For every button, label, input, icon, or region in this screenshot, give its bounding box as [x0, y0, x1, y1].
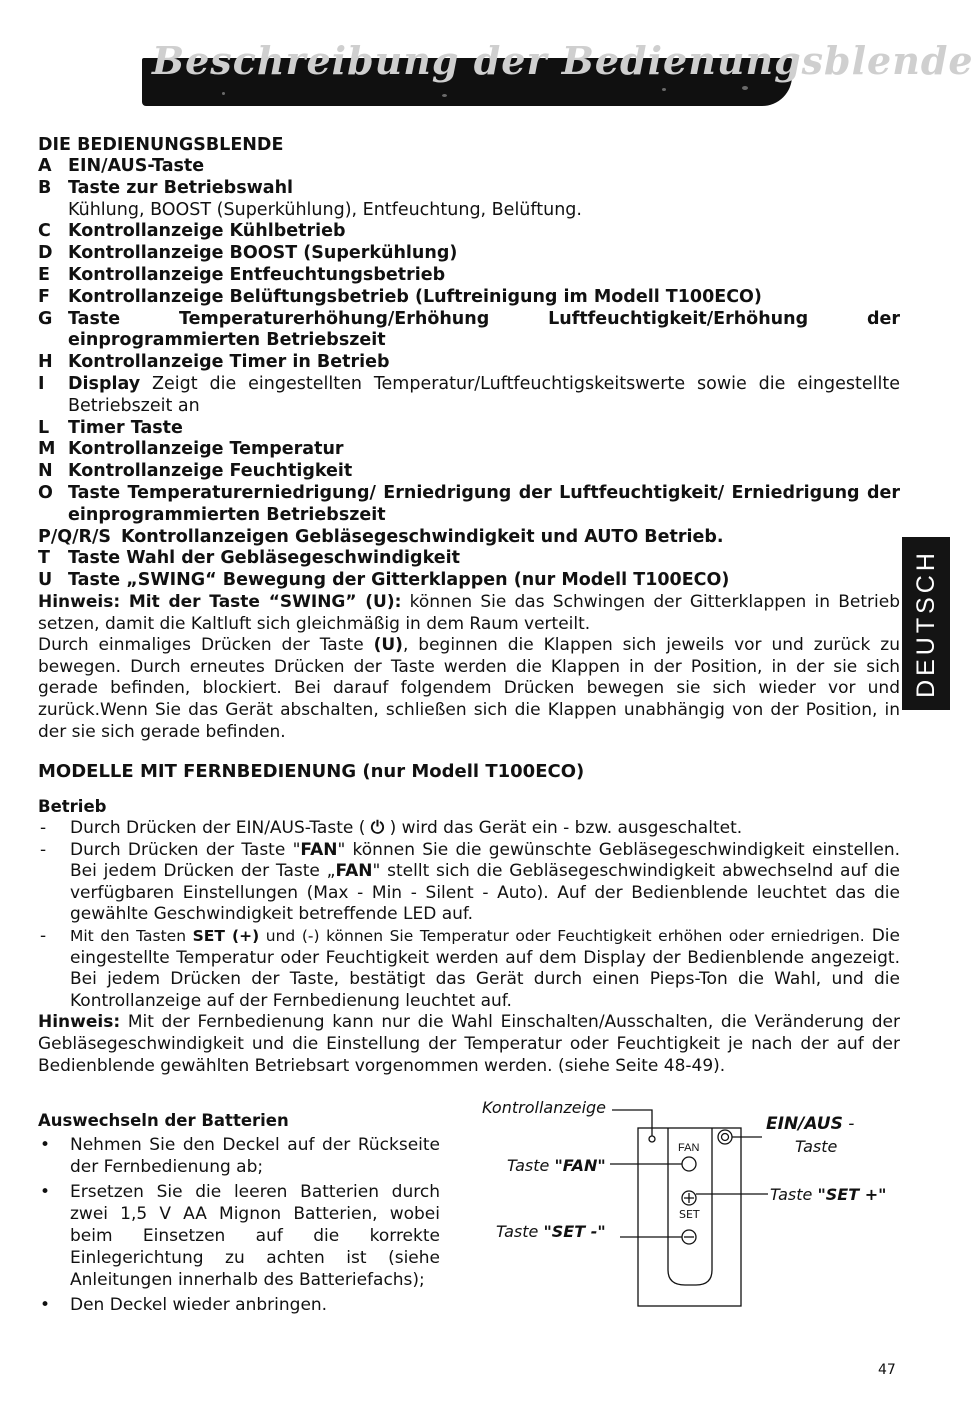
legend-item-f [38, 287, 900, 309]
legend-item-pqrs [38, 527, 900, 549]
page-number: 47 [878, 1362, 896, 1378]
legend-label: Display [68, 373, 141, 394]
legend-key: E [38, 264, 50, 285]
legend-label: Kontrollanzeigen Gebläsegeschwindigkeit und AUTO Betrieb. [120, 526, 724, 547]
battery-section [38, 1110, 440, 1316]
legend-item-d [38, 243, 900, 265]
legend-label: Taste zur Betriebswahl [68, 177, 294, 198]
betrieb-item-power: - Durch Drücken der EIN/AUS-Taste ( ⏻ ) wird das Gerät ein - bzw. ausgeschaltet. [38, 818, 900, 840]
remote-note-text: Mit der Fernbedienung kann nur die Wahl Einschalten/Ausschalten, die Veränderung der Gebläsegeschwindigkeit und die Einstellung der Temperatur oder Feuchtigkeit je nach der auf der Bedienblende gewählten Betriebsart vorgenommen werden. (siehe Seite 48-49). [38, 1012, 900, 1076]
betrieb-text: " können Sie die gewünschte Gebläsegeschwindigkeit einstellen. Bei jedem Drücken der Taste „ [70, 839, 901, 882]
legend-key: P/Q/R/S [38, 526, 111, 547]
fan-button-icon [682, 1157, 696, 1171]
legend-label: Taste Wahl der Gebläsegeschwindigkeit [68, 548, 460, 569]
control-led-icon [649, 1136, 655, 1142]
swing-para-key: (U) [373, 635, 403, 656]
label-ein-aus-dash: - [842, 1114, 855, 1134]
remote-control-figure [470, 1090, 890, 1320]
legend-item-g [38, 309, 900, 353]
legend-item-u [38, 570, 900, 592]
legend-label: Taste Temperaturerniedrigung/ Erniedrigung der Luftfeuchtigkeit/ Erniedrigung der einprogrammierten Betriebszeit [68, 482, 900, 525]
set-key: SET (+) [192, 927, 260, 946]
legend-label: Timer Taste [68, 417, 183, 438]
legend-item-c [38, 221, 900, 243]
legend-item-b-sub: Kühlung, BOOST (Superkühlung), Entfeuchtung, Belüftung. [68, 199, 582, 220]
kontroll-leader [612, 1110, 652, 1136]
battery-title: Auswechseln der Batterien [38, 1111, 289, 1130]
betrieb-item-text [70, 840, 900, 926]
legend-item-h [38, 352, 900, 374]
remote-set-text: SET [679, 1208, 700, 1221]
legend-item-o [38, 483, 900, 527]
remote-note [38, 1012, 900, 1077]
battery-step: • Ersetzen Sie die leeren Batterien durch zwei 1,5 V AA Mignon Batterien, wobei beim Einsetzen auf die korrekte Einlegerichtung zu achten ist (siehe Anleitungen innerhalb des Batteriefachs); [40, 1182, 440, 1290]
battery-step-text: Den Deckel wieder anbringen. [70, 1295, 328, 1315]
betrieb-text: Die eingestellte Temperatur oder Feuchtigkeit werden auf dem Display der Bedienblende angezeigt. Bei jedem Drücken der Taste, bestätigt das Gerät durch einen Pieps-Ton die Wahl, und die Kontrollanzeige auf der Fernbedienung leuchtet auf. [70, 926, 900, 1011]
legend-key: C [38, 221, 51, 242]
legend-label: Taste Temperaturerhöhung/Erhöhung Luftfeuchtigkeit/Erhöhung der einprogrammierten Betriebszeit [68, 308, 900, 351]
legend-label: Kontrollanzeige Temperatur [68, 439, 344, 460]
betrieb-text: Durch Drücken der EIN/AUS-Taste ( [70, 818, 371, 839]
legend-item-a [38, 156, 900, 178]
betrieb-text: Durch Drücken der Taste " [70, 839, 301, 860]
legend-key: H [38, 352, 53, 373]
legend-item-n [38, 461, 900, 483]
label-key: "FAN" [554, 1156, 606, 1175]
legend-item-i [38, 374, 900, 418]
fan-key: FAN [335, 861, 373, 882]
label-taste-fan [507, 1156, 606, 1175]
battery-step: • Nehmen Sie den Deckel auf der Rückseite der Fernbedienung ab; [40, 1135, 440, 1177]
remote-fan-text: FAN [678, 1142, 700, 1154]
betrieb-text: und (-) können Sie Temperatur oder Feuchtigkeit erhöhen oder erniedrigen. [259, 927, 865, 946]
legend-text [68, 374, 900, 418]
legend-key: F [38, 286, 50, 307]
legend-label: Kontrollanzeige Timer in Betrieb [68, 352, 390, 373]
betrieb-item-text [70, 926, 900, 1012]
legend-label: Kontrollanzeige Entfeuchtungsbetrieb [68, 264, 446, 285]
legend-label: EIN/AUS-Taste [68, 156, 205, 176]
label-key: "SET -" [543, 1222, 606, 1241]
swing-note-label: Hinweis: Mit der Taste “SWING” (U): [38, 591, 402, 612]
battery-step-text: Nehmen Sie den Deckel auf der Rückseite der Fernbedienung ab; [70, 1135, 440, 1177]
betrieb-item-fan: - Durch Drücken der Taste "FAN" können Sie die gewünschte Gebläsegeschwindigkeit einstellen. Bei jedem Drücken der Taste „FAN" stellt sich die Gebläsegeschwindigkeit abwechselnd auf die verfügbaren Einstellungen (Max - Min - Silent - Auto). Auf der Bedienblende leuchtet das die gewählte Geschwindigkeit betreffende LED auf. [40, 839, 901, 925]
legend-item-e [38, 265, 900, 287]
legend-key: O [38, 482, 53, 503]
power-icon: ⏻ [370, 818, 385, 839]
language-tab [902, 537, 950, 710]
betrieb-item-text [70, 818, 900, 840]
swing-paragraph [38, 635, 900, 743]
subsection-title-betrieb: Betrieb [38, 797, 107, 817]
label-ein-aus [766, 1114, 854, 1134]
betrieb-text: ) wird das Gerät ein - bzw. ausgeschaltet. [384, 818, 743, 839]
battery-step: • Den Deckel wieder anbringen. [38, 1294, 440, 1316]
legend-item-l [38, 418, 900, 440]
legend-key: T [38, 548, 50, 569]
label-ein-aus-text: EIN/AUS [766, 1114, 843, 1134]
legend-key: G [38, 308, 53, 329]
legend-key: A [38, 156, 52, 176]
legend-key: D [38, 243, 53, 264]
battery-step-text: Ersetzen Sie die leeren Batterien durch zwei 1,5 V AA Mignon Batterien, wobei beim Einsetzen auf die korrekte Einlegerichtung zu achten ist (siehe Anleitungen innerhalb des Batteriefachs); [70, 1182, 440, 1290]
label-prefix: Taste [496, 1222, 544, 1241]
legend-key: I [38, 373, 45, 394]
legend-item-t [38, 548, 900, 570]
swing-para-text: , beginnen die Klappen sich jeweils vor und zurück zu bewegen. Durch erneutes Drücken der Taste werden die Klappen in der Position, in der sie sich gerade befinden, blockiert. Bei darauf folgendem Drücken bewegen sie sich wieder vor und zurück.Wenn Sie das Gerät abschalten, schließen sich die Klappen unabhängig von der Position, in der sie sich gerade befinden. [38, 635, 900, 742]
betrieb-text: Mit den Tasten [70, 927, 193, 946]
legend-key: M [38, 439, 56, 460]
main-content [38, 134, 900, 1077]
label-taste: Taste [795, 1137, 838, 1156]
language-tab-label: DEUTSCH [911, 549, 940, 698]
legend-key: N [38, 461, 53, 482]
legend-key: U [38, 570, 53, 591]
swing-para-text: Durch einmaliges Drücken der Taste [38, 635, 374, 656]
legend-item-b [38, 178, 900, 200]
label-taste-set-minus [496, 1222, 606, 1241]
legend-label: Taste „SWING“ Bewegung der Gitterklappen (nur Modell T100ECO) [68, 570, 730, 591]
label-kontrollanzeige: Kontrollanzeige [482, 1098, 607, 1117]
banner-title: Beschreibung der Bedienungsblende [152, 38, 974, 83]
legend-key: L [38, 417, 50, 438]
legend-label: Kontrollanzeige BOOST (Superkühlung) [68, 243, 458, 264]
betrieb-text: " stellt sich die Gebläsegeschwindigkeit abwechselnd auf die verfügbaren Einstellungen (Max - Min - Silent - Auto). Auf der Bedienblende leuchtet das die gewählte Geschwindigkeit betreffende LED auf. [70, 861, 900, 925]
legend-label: Kontrollanzeige Kühlbetrieb [68, 221, 346, 242]
legend-key: B [38, 177, 52, 198]
section-title-fernbedienung: MODELLE MIT FERNBEDIENUNG (nur Modell T100ECO) [38, 761, 585, 783]
legend-label: Kontrollanzeige Feuchtigkeit [68, 461, 353, 482]
label-key: "SET +" [817, 1185, 887, 1204]
swing-note-text: können Sie das Schwingen der Gitterklappen in Betrieb setzen, damit die Kaltluft sich gleichmäßig in dem Raum verteilt. [38, 591, 901, 634]
remote-note-label: Hinweis: [38, 1012, 121, 1033]
swing-note [38, 592, 900, 635]
legend-desc: Zeigt die eingestellten Temperatur/Luftfeuchtigskeitswerte sowie die eingestellte Betriebszeit an [68, 373, 900, 416]
label-prefix: Taste [507, 1156, 555, 1175]
section-title-bedienungsblende: DIE BEDIENUNGSBLENDE [38, 135, 284, 155]
label-taste-set-plus [770, 1185, 886, 1204]
header-banner [142, 38, 974, 106]
fan-key: FAN [300, 839, 338, 860]
legend-item-m [38, 439, 900, 461]
label-prefix: Taste [770, 1185, 818, 1204]
legend-label: Kontrollanzeige Belüftungsbetrieb (Luftreinigung im Modell T100ECO) [68, 286, 762, 307]
betrieb-item-set: - Mit den Tasten SET (+) und (-) können Sie Temperatur oder Feuchtigkeit erhöhen oder erniedrigen. Die eingestellte Temperatur oder Feuchtigkeit werden auf dem Display der Bedienblende angezeigt. Bei jedem Drücken der Taste, bestätigt das Gerät durch einen Pieps-Ton die Wahl, und die Kontrollanzeige auf der Fernbedienung leuchtet auf. [40, 926, 900, 1011]
power-button-icon [718, 1130, 732, 1144]
